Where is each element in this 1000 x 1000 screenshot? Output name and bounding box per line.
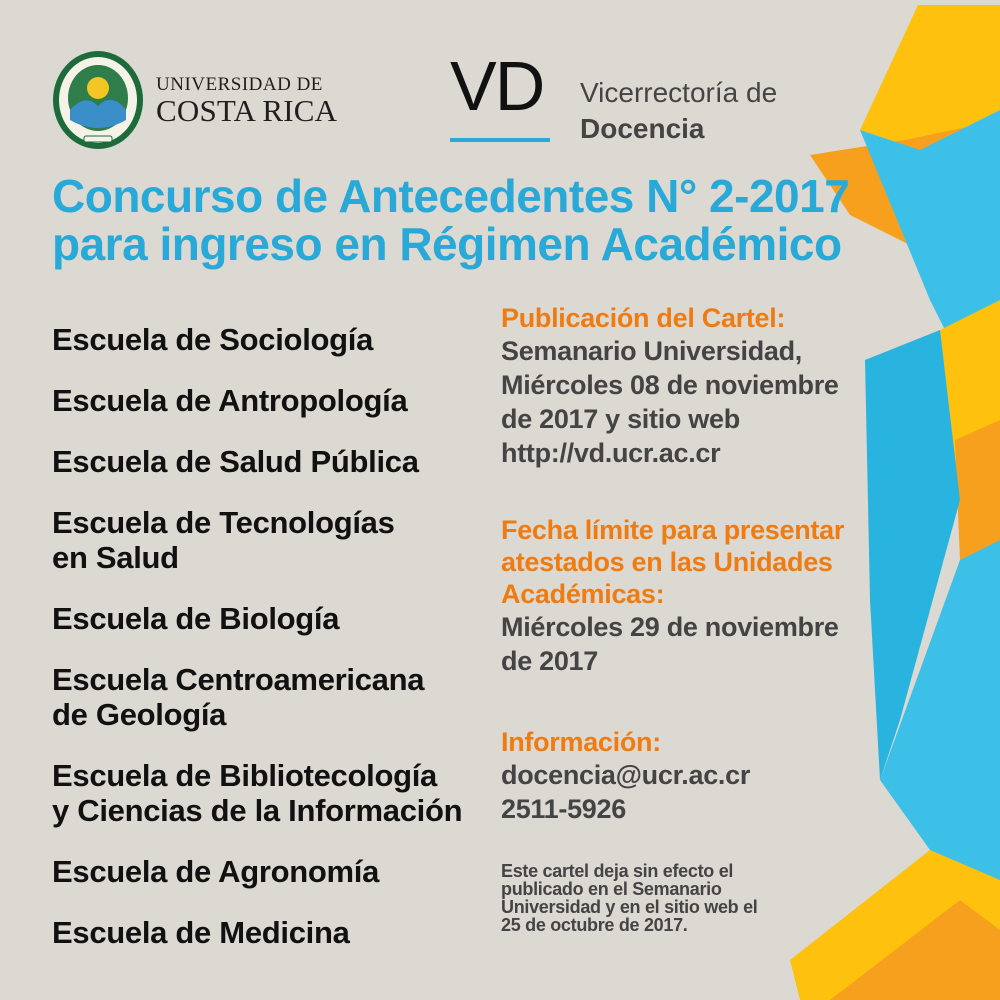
- publicacion-line: Miércoles 08 de noviembre: [501, 370, 839, 400]
- informacion-phone: 2511-5926: [501, 794, 626, 824]
- school-item: de Geología: [52, 697, 227, 732]
- publicacion-label: Publicación del Cartel:: [501, 303, 786, 333]
- school-item: y Ciencias de la Información: [52, 793, 463, 828]
- note-line: Universidad y en el sitio web el: [501, 897, 758, 917]
- publicacion-line: Semanario Universidad,: [501, 336, 803, 366]
- fecha-value: de 2017: [501, 646, 598, 676]
- schools-list: [52, 322, 492, 950]
- fecha-label: atestados en las Unidades: [501, 547, 833, 577]
- note-line: publicado en el Semanario: [501, 879, 722, 899]
- title-line2: para ingreso en Régimen Académico: [52, 218, 842, 270]
- informacion-label: Información:: [501, 727, 661, 757]
- fecha-label: Fecha límite para presentar: [501, 515, 845, 545]
- fecha-value: Miércoles 29 de noviembre: [501, 612, 839, 642]
- school-item: Escuela de Bibliotecología: [52, 758, 437, 793]
- note-line: Este cartel deja sin efecto el: [501, 861, 734, 881]
- school-item: Escuela de Sociología: [52, 322, 374, 357]
- publicacion-block: [501, 302, 861, 470]
- vd-wordmark: [580, 76, 777, 148]
- disclaimer-note: [501, 862, 821, 934]
- fecha-block: [501, 514, 861, 678]
- ucr-line1: UNIVERSIDAD DE: [156, 74, 323, 95]
- publicacion-line: de 2017 y sitio web: [501, 404, 740, 434]
- school-item: en Salud: [52, 540, 179, 575]
- school-item: Escuela de Medicina: [52, 915, 350, 950]
- fecha-label: Académicas:: [501, 579, 665, 609]
- informacion-email: docencia@ucr.ac.cr: [501, 760, 751, 790]
- school-item: Escuela de Tecnologías: [52, 505, 395, 540]
- informacion-block: [501, 726, 861, 826]
- school-item: Escuela Centroamericana: [52, 662, 425, 697]
- school-item: Escuela de Antropología: [52, 383, 408, 418]
- ucr-seal-icon: [50, 48, 146, 152]
- title-line1: Concurso de Antecedentes N° 2-2017: [52, 170, 850, 222]
- school-item: Escuela de Agronomía: [52, 854, 380, 889]
- school-item: Escuela de Salud Pública: [52, 444, 419, 479]
- ucr-wordmark: [156, 74, 337, 126]
- school-item: Escuela de Biología: [52, 601, 340, 636]
- poster-title: [52, 172, 912, 268]
- vd-line2: Docencia: [580, 113, 705, 144]
- note-line: 25 de octubre de 2017.: [501, 915, 688, 935]
- publicacion-url: http://vd.ucr.ac.cr: [501, 438, 721, 468]
- vd-logo-underline: [450, 138, 550, 142]
- vd-line1: Vicerrectoría de: [580, 77, 778, 108]
- vd-logo-mark: VD: [450, 47, 544, 125]
- ucr-line2: COSTA RICA: [156, 93, 338, 128]
